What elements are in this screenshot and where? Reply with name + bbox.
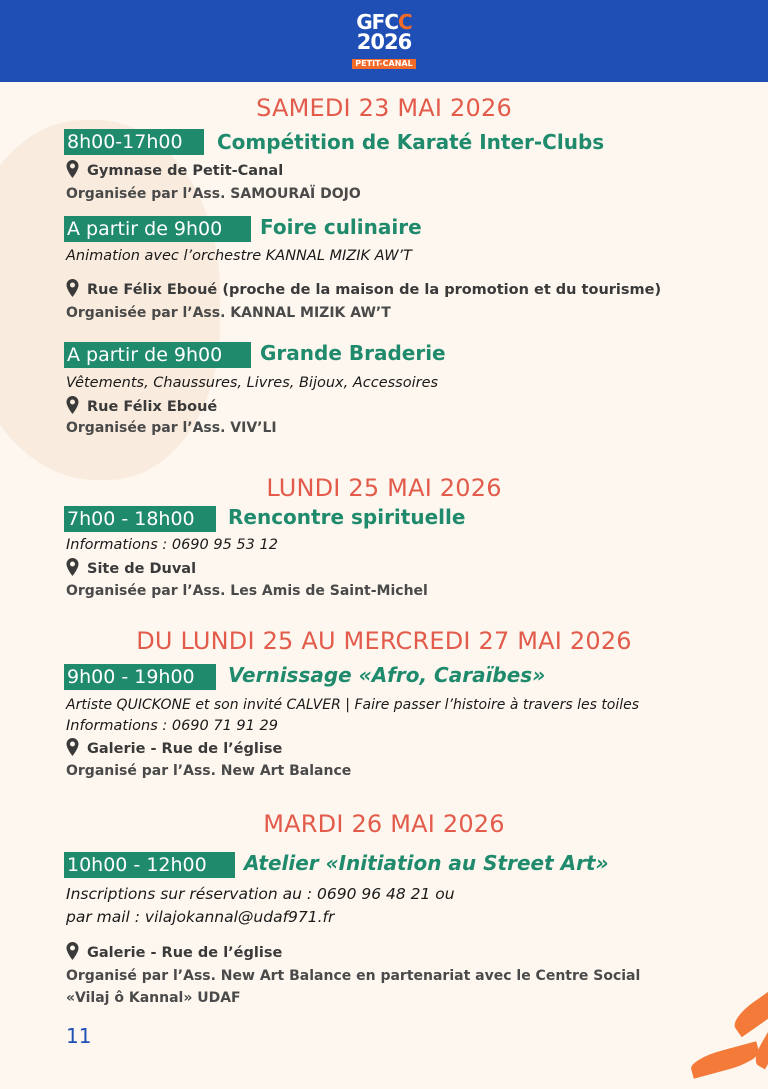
day-heading: DU LUNDI 25 AU MERCREDI 27 MAI 2026 [136, 627, 632, 655]
event-details: Informations : 0690 71 91 29 [66, 718, 278, 734]
time-badge: 8h00-17h00 [64, 129, 204, 155]
event-details: Artiste QUICKONE et son invité CALVER | Faire passer l’histoire à travers les toiles [66, 697, 640, 713]
event-organizer: Organisée par l’Ass. KANNAL MIZIK AW’T [66, 305, 391, 321]
event-organizer: Organisé par l’Ass. New Art Balance [66, 763, 352, 779]
event-title: Compétition de Karaté Inter-Clubs [217, 130, 605, 154]
time-badge: A partir de 9h00 [64, 342, 251, 368]
day-heading: LUNDI 25 MAI 2026 [266, 474, 502, 502]
time-badge: 7h00 - 18h00 [64, 506, 216, 532]
event-details: Vêtements, Chaussures, Livres, Bijoux, Accessoires [66, 375, 439, 391]
event-location: Site de Duval [66, 558, 196, 579]
event-organizer: Organisée par l’Ass. SAMOURAÏ DOJO [66, 186, 361, 202]
map-pin-icon [66, 738, 79, 756]
event-location: Gymnase de Petit-Canal [66, 160, 283, 181]
map-pin-icon [66, 396, 79, 414]
event-organizer: Organisé par l’Ass. New Art Balance en partenariat avec le Centre Social [66, 968, 641, 984]
map-pin-icon [66, 558, 79, 576]
event-title: Atelier «Initiation au Street Art» [244, 851, 609, 875]
event-location: Galerie - Rue de l’église [66, 738, 282, 759]
day-heading: SAMEDI 23 MAI 2026 [256, 94, 512, 122]
time-badge: 9h00 - 19h00 [64, 664, 216, 690]
map-pin-icon [66, 279, 79, 297]
map-pin-icon [66, 160, 79, 178]
gfcc-logo: GFCC 2026 PETIT-CANAL [344, 12, 424, 74]
event-details: Inscriptions sur réservation au : 0690 96 48 21 ou [66, 885, 455, 903]
event-location: Galerie - Rue de l’église [66, 942, 282, 963]
event-details: par mail : vilajokannal@udaf971.fr [66, 908, 335, 926]
event-organizer: Organisée par l’Ass. VIV’LI [66, 420, 277, 436]
event-location: Rue Félix Eboué (proche de la maison de la promotion et du tourisme) [66, 279, 661, 300]
event-title: Rencontre spirituelle [228, 505, 466, 529]
event-title: Grande Braderie [260, 341, 446, 365]
page-number: 11 [66, 1024, 92, 1048]
day-heading: MARDI 26 MAI 2026 [263, 810, 505, 838]
time-badge: 10h00 - 12h00 [64, 852, 235, 878]
event-title: Vernissage «Afro, Caraïbes» [228, 663, 546, 687]
event-location: Rue Félix Eboué [66, 396, 217, 417]
event-title: Foire culinaire [260, 215, 422, 239]
event-details: Informations : 0690 95 53 12 [66, 537, 278, 553]
event-organizer: «Vilaj ô Kannal» UDAF [66, 990, 241, 1006]
event-details: Animation avec l’orchestre KANNAL MIZIK AW’T [66, 248, 412, 264]
time-badge: A partir de 9h00 [64, 216, 251, 242]
map-pin-icon [66, 942, 79, 960]
event-organizer: Organisée par l’Ass. Les Amis de Saint-Michel [66, 583, 428, 599]
